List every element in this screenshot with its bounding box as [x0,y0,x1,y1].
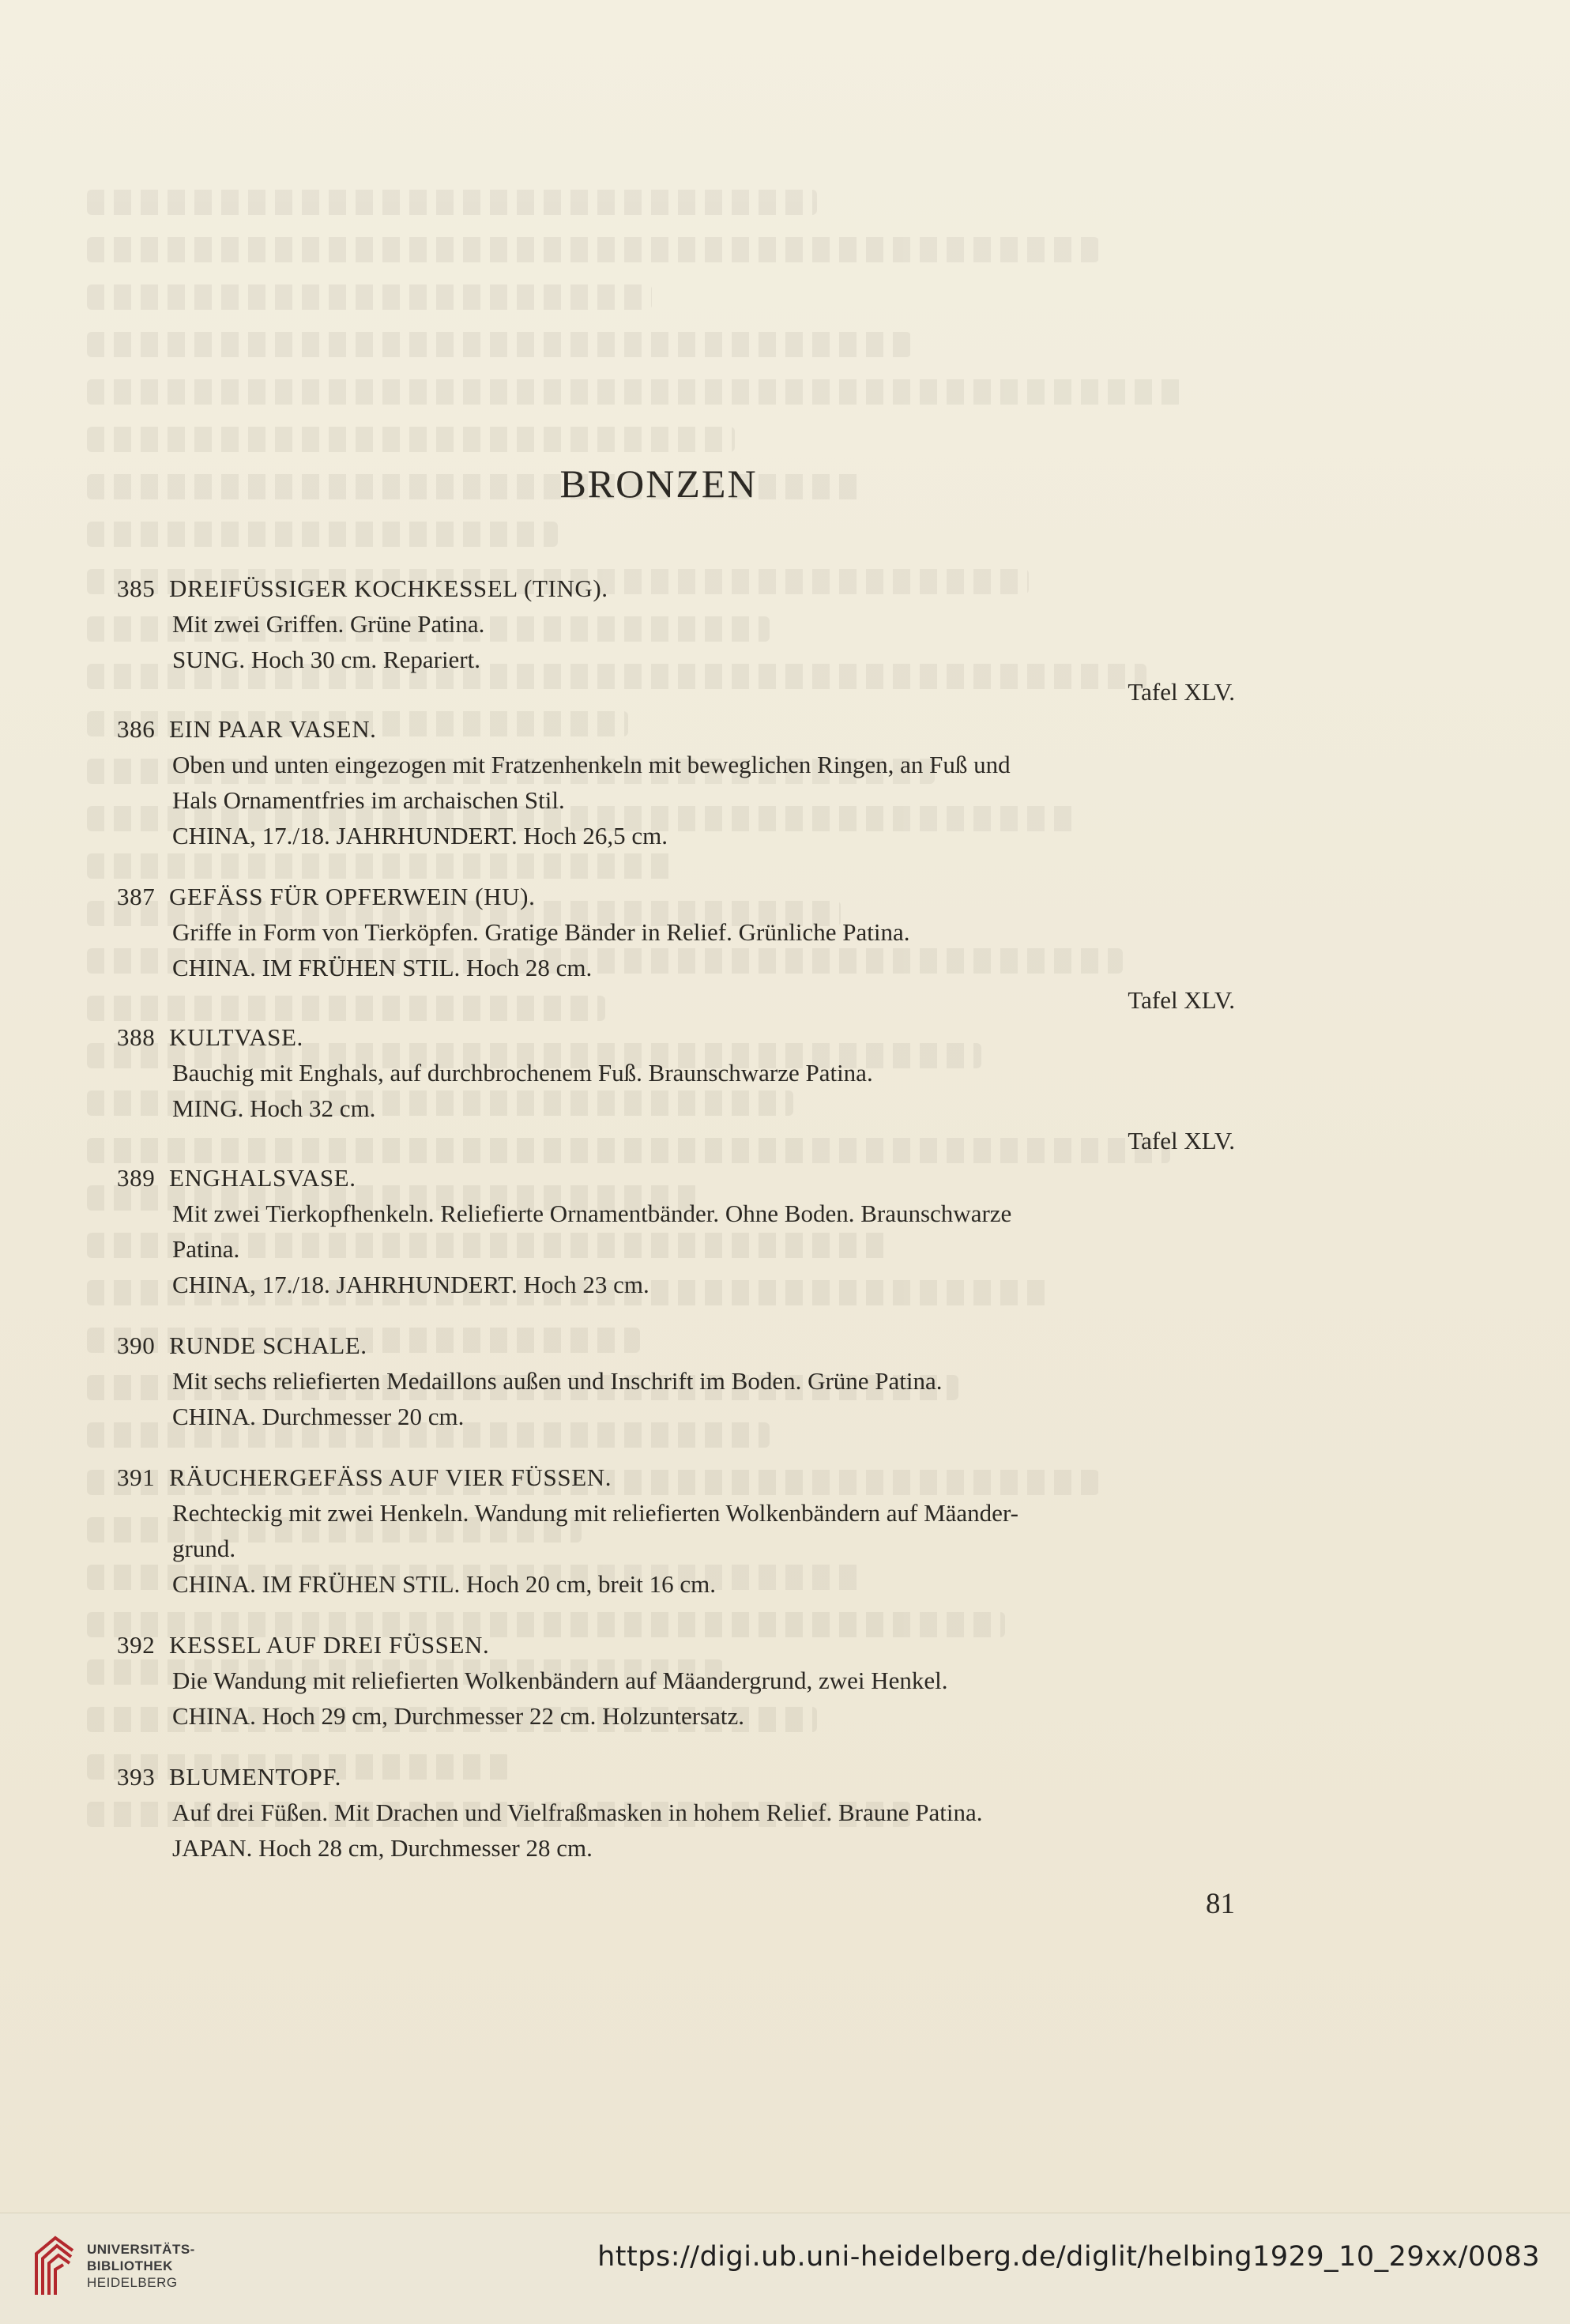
permalink-url[interactable]: https://digi.ub.uni-heidelberg.de/diglit/helbing1929_10_29xx/0083 [597,2241,1540,2273]
entry-number: 385 [117,574,156,602]
library-logo-text [87,2241,195,2291]
entry-title: KULTVASE. [169,1023,303,1051]
entry-description-line: Auf drei Füßen. Mit Drachen und Vielfraßmasken in hohem Relief. Braune Patina. [172,1799,983,1826]
entry-heading [117,1460,1235,1495]
entry-description-line: Bauchig mit Enghals, auf durchbrochenem Fuß. Braunschwarze Patina. [172,1059,873,1087]
entry-title: KESSEL AUF DREI FÜSSEN. [169,1631,490,1659]
entry-description-line: Oben und unten eingezogen mit Fratzenhenkeln mit beweglichen Ringen, an Fuß und [172,751,1011,778]
entry-title: EIN PAAR VASEN. [169,715,377,743]
catalog-entry [117,711,1235,853]
catalog-entry [117,571,1235,710]
entry-heading [117,879,1235,914]
entry-description-line: CHINA, 17./18. JAHRHUNDERT. Hoch 26,5 cm. [172,822,668,849]
entry-description-line: Mit zwei Tierkopfhenkeln. Reliefierte Ornamentbänder. Ohne Boden. Braunschwarze [172,1200,1012,1227]
entry-description-line: Hals Ornamentfries im archaischen Stil. [172,786,565,814]
entry-description-line: Mit sechs reliefierten Medaillons außen und Inschrift im Boden. Grüne Patina. [172,1367,943,1395]
entry-list [117,571,1235,1866]
plate-reference: Tafel XLV. [1128,678,1235,706]
entry-heading [117,571,1235,606]
entry-number: 389 [117,1164,156,1192]
catalog-entry [117,1759,1235,1866]
logo-line-3: HEIDELBERG [87,2275,178,2290]
entry-heading [117,1627,1235,1663]
entry-description-line: CHINA. Hoch 29 cm, Durchmesser 22 cm. Holzuntersatz. [172,1702,745,1730]
entry-description-line: CHINA. Durchmesser 20 cm. [172,1403,465,1430]
entry-description-line: MING. Hoch 32 cm. [172,1094,376,1122]
entry-description-line: SUNG. Hoch 30 cm. Repariert. [172,646,480,673]
section-heading: BRONZEN [559,461,758,506]
entry-description-line: Die Wandung mit reliefierten Wolkenbändern auf Mäandergrund, zwei Henkel. [172,1667,948,1694]
page-number: 81 [1206,1888,1235,1920]
catalog-entry [117,1460,1235,1602]
entry-number: 388 [117,1023,156,1051]
entry-number: 387 [117,883,156,910]
entry-description-line: JAPAN. Hoch 28 cm, Durchmesser 28 cm. [172,1834,593,1862]
plate-reference: Tafel XLV. [1128,1127,1235,1154]
entry-number: 393 [117,1763,156,1791]
entry-number: 386 [117,715,156,743]
entry-title: BLUMENTOPF. [169,1763,341,1791]
entry-title: RUNDE SCHALE. [169,1331,367,1359]
catalog-entry [117,1627,1235,1734]
entry-description-line: Griffe in Form von Tierköpfen. Gratige Bänder in Relief. Grünliche Patina. [172,918,910,946]
entry-heading [117,1759,1235,1795]
entry-title: GEFÄSS FÜR OPFERWEIN (HU). [169,883,536,910]
logo-line-2: BIBLIOTHEK [87,2258,173,2273]
entry-description-line: Mit zwei Griffen. Grüne Patina. [172,610,485,638]
entry-description-line: Patina. [172,1235,240,1263]
entry-number: 392 [117,1631,156,1659]
entry-title: RÄUCHERGEFÄSS AUF VIER FÜSSEN. [169,1463,612,1491]
logo-line-1: UNIVERSITÄTS- [87,2242,195,2257]
library-logo-icon [32,2233,77,2296]
plate-reference: Tafel XLV. [1128,986,1235,1014]
entry-description-line: grund. [172,1535,236,1562]
entry-number: 391 [117,1463,156,1491]
entry-description-line: CHINA. IM FRÜHEN STIL. Hoch 28 cm. [172,954,593,981]
entry-description-line: CHINA, 17./18. JAHRHUNDERT. Hoch 23 cm. [172,1271,649,1298]
entry-title: ENGHALSVASE. [169,1164,356,1192]
entry-number: 390 [117,1331,156,1359]
entry-heading [117,1160,1235,1196]
entry-heading [117,1328,1235,1363]
catalog-entry [117,879,1235,1018]
catalog-entry [117,1160,1235,1302]
catalog-entry [117,1019,1235,1158]
entry-heading [117,1019,1235,1055]
entry-description-line: Rechteckig mit zwei Henkeln. Wandung mit reliefierten Wolkenbändern auf Mäander- [172,1499,1018,1527]
entry-title: DREIFÜSSIGER KOCHKESSEL (TING). [169,574,608,602]
entry-description-line: CHINA. IM FRÜHEN STIL. Hoch 20 cm, breit 16 cm. [172,1570,716,1598]
catalog-entry [117,1328,1235,1434]
entry-heading [117,711,1235,747]
